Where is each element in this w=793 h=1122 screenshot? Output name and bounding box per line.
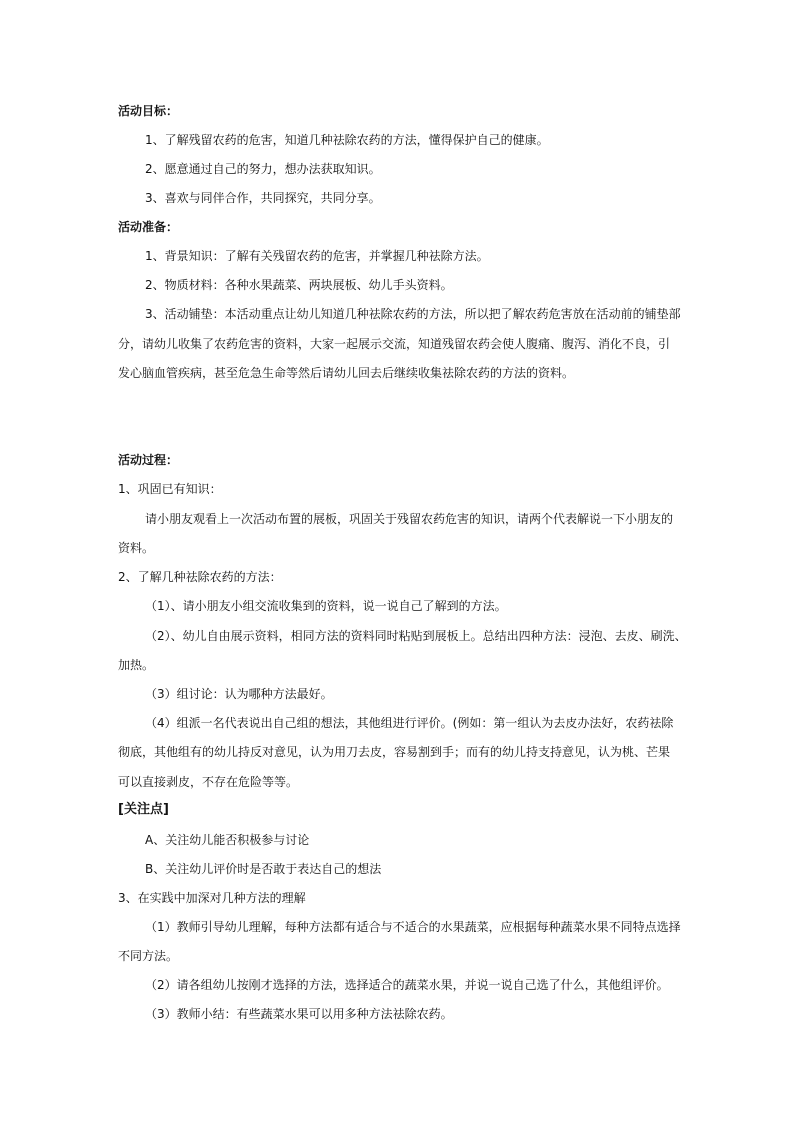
- prep-item-3-line-3: 发心脑血管疾病，甚至危急生命等然后请幼儿回去后继续收集祛除农药的方法的资料。: [118, 366, 575, 380]
- step2-sub1: （1）、请小朋友小组交流收集到的资料，说一说自己了解到的方法。: [145, 599, 507, 613]
- step3-sub1-line-1: （1）教师引导幼儿理解，每种方法都有适合与不适合的水果蔬菜，应根据每种蔬菜水果不同特点选择: [145, 920, 681, 934]
- focus-item-b: B、关注幼儿评价时是否敢于表达自己的想法: [145, 862, 382, 876]
- step2-sub4-line-2: 彻底，其他组有的幼儿持反对意见，认为用刀去皮，容易割到手；而有的幼儿持支持意见，认为桃、芒果: [118, 745, 671, 759]
- focus-item-a: A、关注幼儿能否积极参与讨论: [145, 833, 310, 847]
- step2-sub2-line-1: （2）、幼儿自由展示资料，相同方法的资料同时粘贴到展板上。总结出四种方法：浸泡、去皮、刷洗、: [145, 629, 687, 643]
- prep-item-2: 2、物质材料：各种水果蔬菜、两块展板、幼儿手头资料。: [145, 278, 453, 292]
- goal-item-1: 1、了解残留农药的危害，知道几种祛除农药的方法，懂得保护自己的健康。: [145, 133, 549, 147]
- step3-sub3: （3）教师小结：有些蔬菜水果可以用多种方法祛除农药。: [145, 1007, 453, 1021]
- goal-item-3: 3、喜欢与同伴合作，共同探究，共同分享。: [145, 191, 381, 205]
- step2-sub4-line-3: 可以直接剥皮，不存在危险等等。: [118, 775, 299, 789]
- prep-item-3-line-2: 分，请幼儿收集了农药危害的资料，大家一起展示交流，知道残留农药会使人腹痛、腹泻、消化不良，引: [118, 337, 671, 351]
- preparation-heading: 活动准备：: [118, 220, 179, 234]
- step2-sub3: （3）组讨论：认为哪种方法最好。: [145, 687, 333, 701]
- goals-heading: 活动目标：: [118, 104, 179, 118]
- process-heading: 活动过程：: [118, 453, 179, 467]
- step2-sub2-line-2: 加热。: [118, 658, 155, 672]
- goal-item-2: 2、愿意通过自己的努力，想办法获取知识。: [145, 162, 381, 176]
- step1-line-1: 请小朋友观看上一次活动布置的展板，巩固关于残留农药危害的知识，请两个代表解说一下小朋友的: [145, 512, 674, 526]
- focus-title: [关注点]: [118, 802, 169, 817]
- step1-title: 1、巩固已有知识：: [118, 482, 222, 496]
- step3-sub1-line-2: 不同方法。: [118, 949, 179, 963]
- step3-title: 3、在实践中加深对几种方法的理解: [118, 891, 306, 905]
- step3-sub2: （2）请各组幼儿按刚才选择的方法，选择适合的蔬菜水果，并说一说自己选了什么，其他组评价。: [145, 978, 669, 992]
- prep-item-1: 1、背景知识：了解有关残留农药的危害，并掌握几种祛除方法。: [145, 249, 489, 263]
- prep-item-3-line-1: 3、活动铺垫：本活动重点让幼儿知道几种祛除农药的方法，所以把了解农药危害放在活动前的铺垫部: [145, 307, 681, 321]
- step2-title: 2、了解几种祛除农药的方法：: [118, 570, 282, 584]
- step1-line-2: 资料。: [118, 541, 155, 555]
- step2-sub4-line-1: （4）组派一名代表说出自己组的想法，其他组进行评价。(例如：第一组认为去皮办法好，农药祛除: [145, 716, 674, 730]
